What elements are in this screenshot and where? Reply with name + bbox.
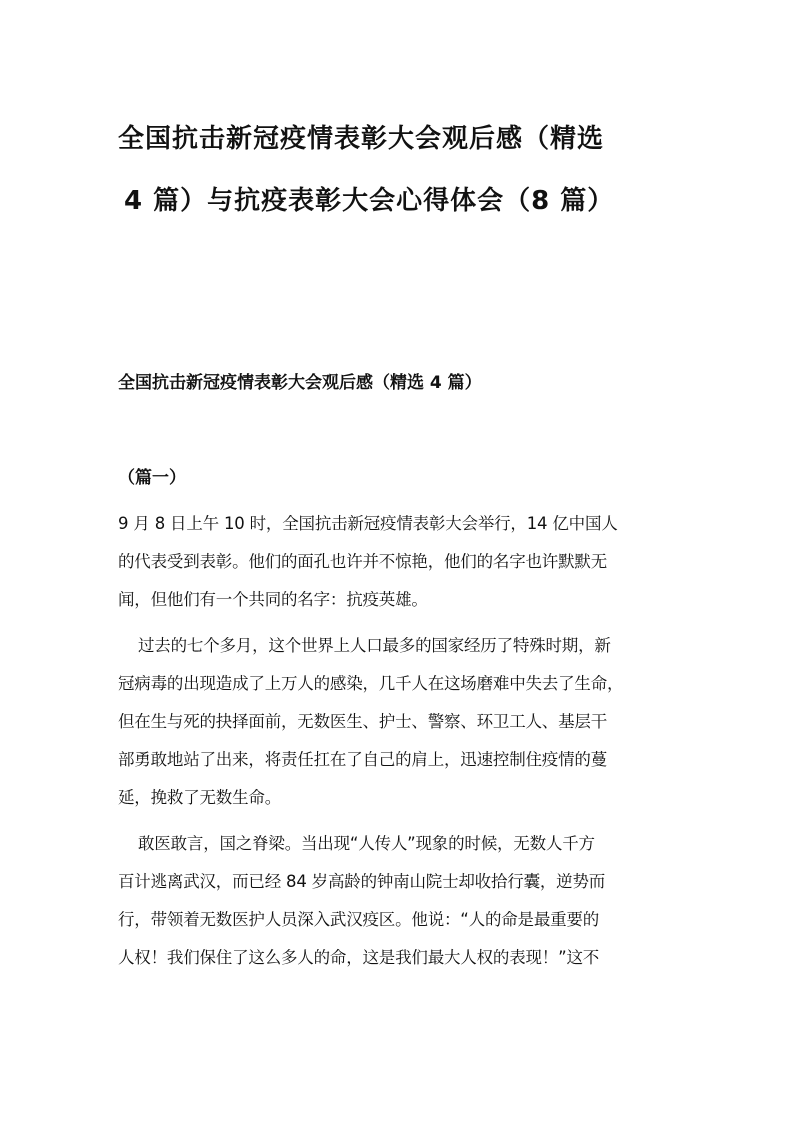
paragraph-line: 冠病毒的出现造成了上万人的感染，几千人在这场磨难中失去了生命， (118, 674, 624, 693)
document-title (118, 108, 678, 232)
paragraph-2 (118, 627, 684, 817)
paragraph-line: 百计逃离武汉，而已经 84 岁高龄的钟南山院士却收拾行囊，逆势而 (118, 872, 606, 891)
section-heading: 全国抗击新冠疫情表彰大会观后感（精选 4 篇） (118, 373, 482, 393)
chapter-label: （篇一） (118, 468, 186, 488)
document-title-line-1: 全国抗击新冠疫情表彰大会观后感（精选 (118, 124, 605, 154)
paragraph-line: 闻，但他们有一个共同的名字：抗疫英雄。 (118, 590, 428, 609)
paragraph-line: 部勇敢地站了出来，将责任扛在了自己的肩上，迅速控制住疫情的蔓 (118, 750, 608, 769)
document-title-line-2: 4 篇）与抗疫表彰大会心得体会（8 篇） (124, 186, 615, 216)
paragraph-line: 延，挽救了无数生命。 (118, 788, 282, 807)
paragraph-line: 9 月 8 日上午 10 时，全国抗击新冠疫情表彰大会举行，14 亿中国人 (118, 514, 618, 533)
paragraph-line: 人权！我们保住了这么多人的命，这是我们最大人权的表现！”这不 (118, 948, 600, 967)
paragraph-line: 敢医敢言，国之脊梁。当出现“人传人”现象的时候，无数人千方 (138, 834, 595, 853)
paragraph-line: 但在生与死的抉择面前，无数医生、护士、警察、环卫工人、基层干 (118, 712, 608, 731)
paragraph-1 (118, 505, 684, 619)
paragraph-line: 过去的七个多月，这个世界上人口最多的国家经历了特殊时期，新 (138, 636, 611, 655)
paragraph-3 (118, 825, 684, 977)
paragraph-line: 行，带领着无数医护人员深入武汉疫区。他说：“人的命是最重要的 (118, 910, 600, 929)
paragraph-line: 的代表受到表彰。他们的面孔也许并不惊艳，他们的名字也许默默无 (118, 552, 608, 571)
document-body (118, 505, 684, 985)
